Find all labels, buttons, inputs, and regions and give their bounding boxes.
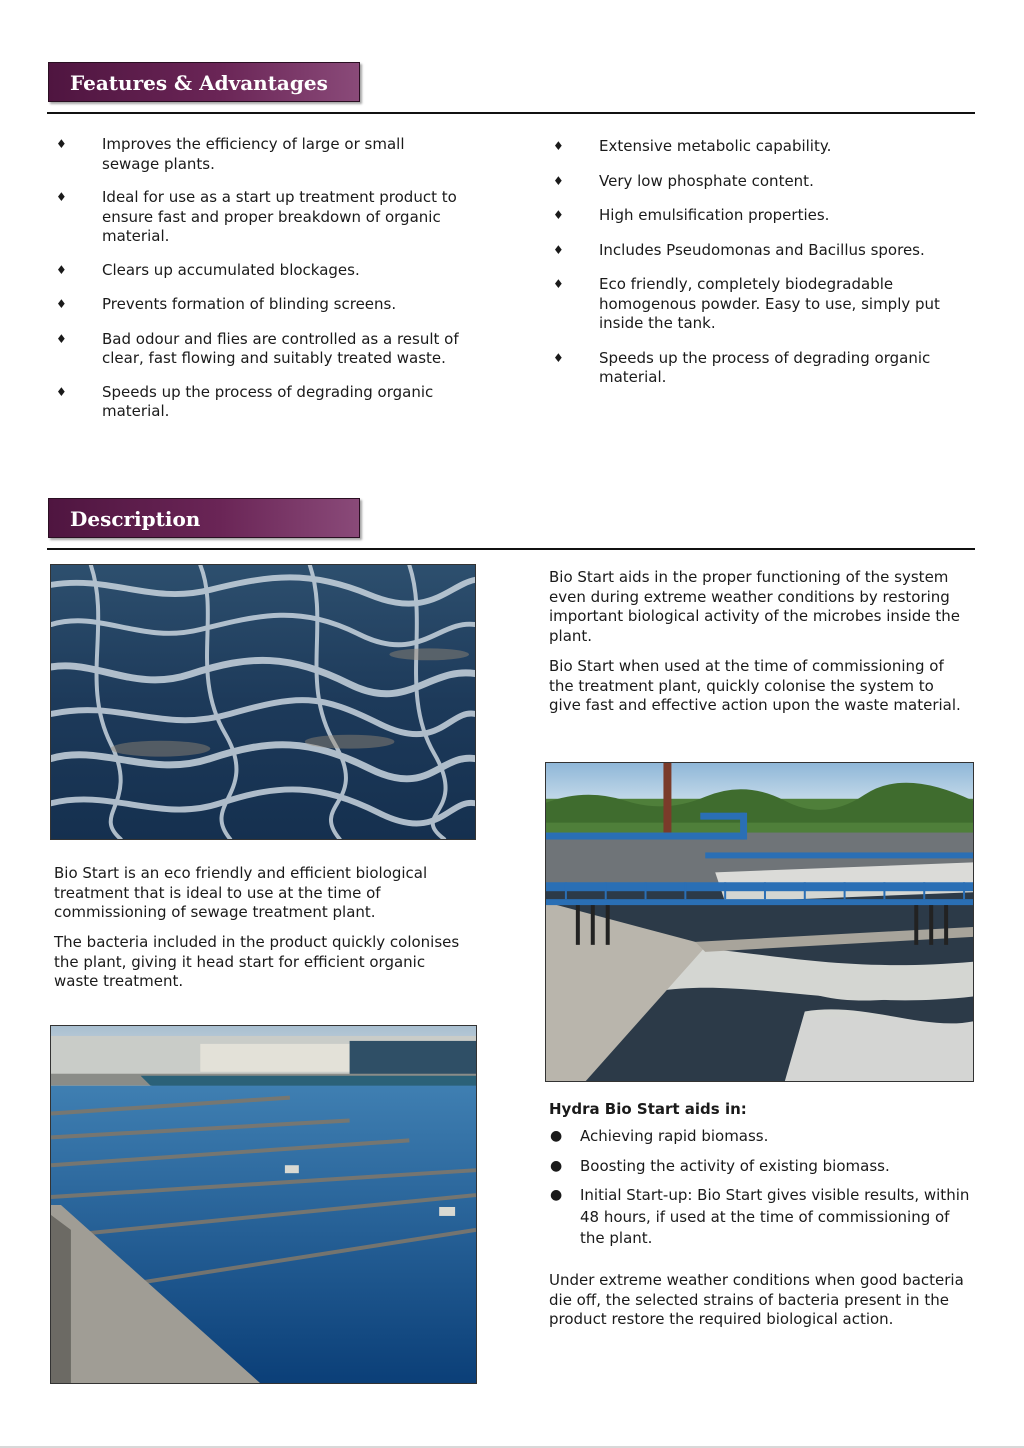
- diamond-bullet-icon: ♦: [56, 262, 67, 277]
- list-item: ♦ Prevents formation of blinding screens.: [56, 295, 397, 313]
- description-right-paragraph-1: Bio Start aids in the proper functioning of the system even during extreme weather conditions by restoring important biological activity of the microbes inside the plant.: [549, 568, 960, 645]
- features-banner: [48, 62, 360, 102]
- diamond-bullet-icon: ♦: [56, 190, 67, 204]
- list-item: ♦ Improves the efficiency of large or small sewage plants.: [56, 135, 405, 173]
- diamond-bullet-icon: ♦: [56, 297, 67, 311]
- list-item: ● Boosting the activity of existing biomass.: [550, 1156, 970, 1178]
- bullet-dot-icon: ●: [550, 1157, 563, 1174]
- features-right-list: [551, 137, 961, 388]
- bullet-dot-icon: ●: [550, 1187, 563, 1203]
- description-right-paragraph-2: Bio Start when used at the time of commissioning of the treatment plant, quickly colonise the system to give fast and effective action upon the waste material.: [549, 657, 961, 714]
- diamond-bullet-icon: ♦: [553, 173, 564, 188]
- list-item: ♦ Speeds up the process of degrading organic material.: [56, 382, 434, 420]
- diamond-bullet-icon: ♦: [553, 208, 564, 222]
- list-item: ♦ Clears up accumulated blockages.: [56, 260, 360, 279]
- list-item: ♦ Eco friendly, completely biodegradable homogenous powder. Easy to use, simply put inside the tank.: [553, 275, 940, 332]
- diamond-bullet-icon: ♦: [56, 384, 67, 399]
- diamond-bullet-icon: ♦: [56, 137, 67, 151]
- description-left-paragraph-1: Bio Start is an eco friendly and efficient biological treatment that is ideal to use at the time of commissioning of sewage treatment plant.: [54, 864, 428, 921]
- list-item: ♦ Very low phosphate content.: [553, 171, 814, 190]
- aeration-foam-photo: [50, 564, 476, 840]
- features-rule: [47, 112, 975, 114]
- list-item: ♦ Extensive metabolic capability.: [553, 137, 832, 155]
- list-item: ♦ High emulsification properties.: [553, 206, 830, 224]
- treatment-plant-photo: [545, 762, 974, 1082]
- description-title: Description: [70, 507, 201, 531]
- list-item: ♦ Includes Pseudomonas and Bacillus spores.: [553, 240, 925, 259]
- features-title: Features & Advantages: [70, 71, 328, 95]
- list-item: ♦ Speeds up the process of degrading organic material.: [553, 348, 931, 386]
- description-left-paragraph-2: The bacteria included in the product quickly colonises the plant, giving it head start for efficient organic waste treatment.: [54, 933, 460, 990]
- diamond-bullet-icon: ♦: [553, 350, 564, 365]
- features-left-list: [54, 135, 464, 422]
- closing-paragraph: Under extreme weather conditions when good bacteria die off, the selected strains of bacteria present in the product restore the required biological action.: [549, 1271, 964, 1328]
- diamond-bullet-icon: ♦: [553, 277, 564, 291]
- list-item: ♦ Ideal for use as a start up treatment product to ensure fast and proper breakdown of organic material.: [56, 188, 457, 245]
- list-item: ● Initial Start-up: Bio Start gives visible results, within 48 hours, if used at the time of commissioning of the plant.: [550, 1186, 970, 1247]
- description-rule: [47, 548, 975, 550]
- bullet-dot-icon: ●: [550, 1128, 563, 1144]
- list-item: ♦ Bad odour and flies are controlled as a result of clear, fast flowing and suitably treated waste.: [56, 329, 459, 367]
- diamond-bullet-icon: ♦: [553, 139, 564, 153]
- aids-list: [550, 1126, 970, 1258]
- clarifier-tank-photo: [50, 1025, 477, 1384]
- aids-heading: Hydra Bio Start aids in:: [549, 1100, 747, 1118]
- description-banner: [48, 498, 360, 538]
- diamond-bullet-icon: ♦: [56, 331, 67, 346]
- list-item: ● Achieving rapid biomass.: [550, 1126, 970, 1148]
- diamond-bullet-icon: ♦: [553, 242, 564, 257]
